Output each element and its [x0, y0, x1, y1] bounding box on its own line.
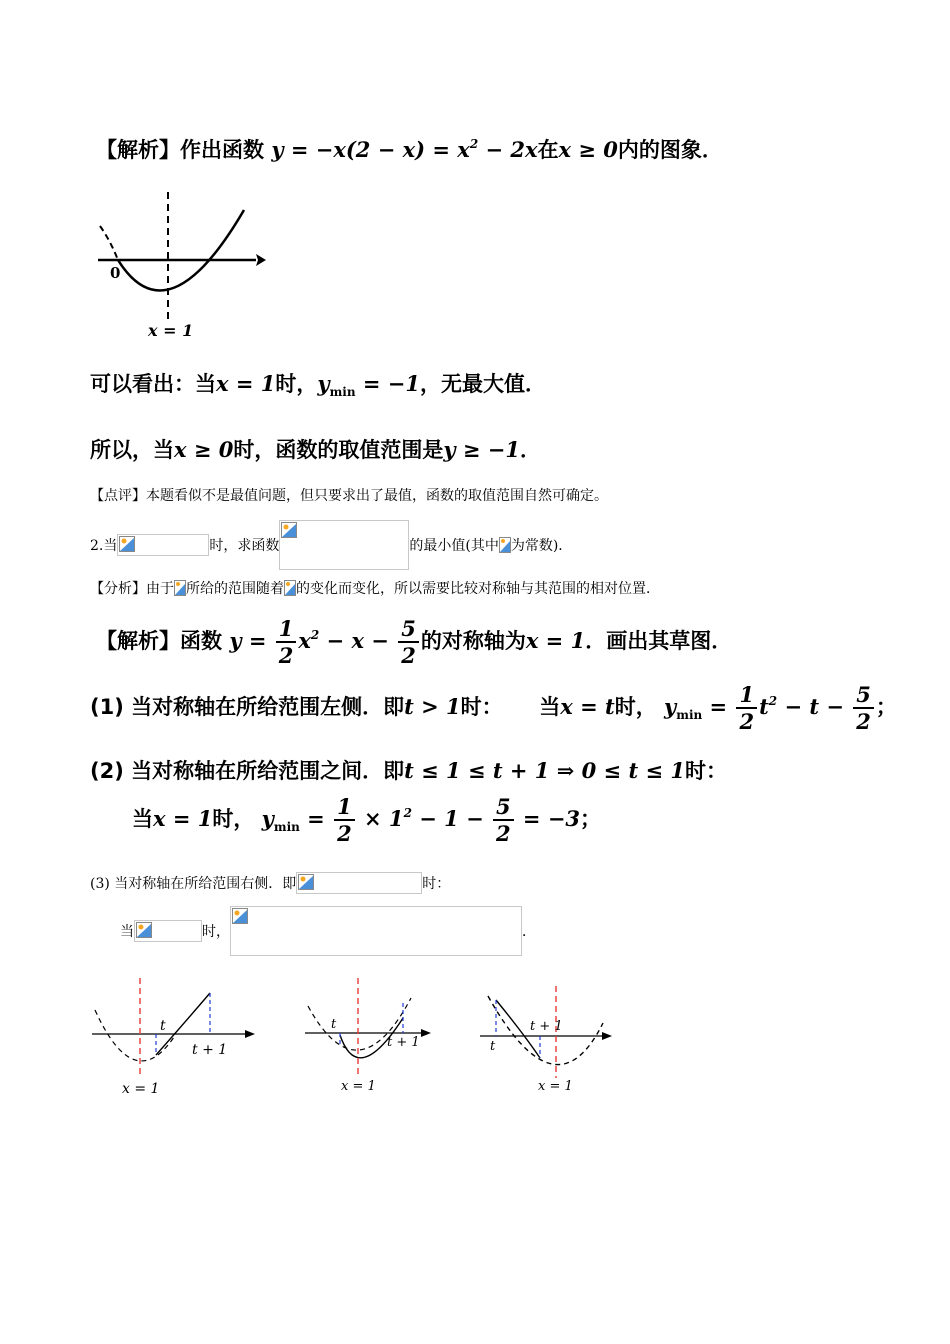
t1-label: t + 1 [192, 1042, 228, 1058]
broken-image-icon [284, 580, 296, 596]
solution2-intro: 【解析】函数 y = $\frac{1}{2}$ $x^2 - x$ − $\frac{5}{2}$ 的对称轴为x = 1．画出其草图． [96, 616, 733, 668]
case2: (2) 当对称轴在所给范围之间．即t ≤ 1 ≤ t + 1 ⇒ 0 ≤ t ≤ 1时： [90, 758, 727, 783]
x-axis-arrow [256, 254, 266, 266]
section1-line3: 所以，当x ≥ 0时，函数的取值范围是y ≥ −1． [90, 437, 541, 462]
t-label: t [160, 1018, 166, 1034]
broken-image-icon [174, 580, 186, 596]
broken-image-icon [499, 537, 511, 553]
t-label: t [490, 1039, 496, 1054]
sketch-left-of-range [90, 978, 260, 1098]
case3: (3) 当对称轴在所给范围右侧．即 时： [90, 872, 450, 894]
case2-result: 当x = 1时， $y_{min}$ = $\frac{1}{2}$ × $1^2 - 1$ − $\frac{5}{2}$ = −3； [132, 794, 602, 846]
t-label: t [331, 1017, 337, 1032]
section1-header: 【解析】作出函数 $y = -x(2 - x) = x^2 - 2x$在x ≥ 0内的图象． [96, 137, 723, 162]
axis-label: x = 1 [148, 321, 194, 340]
broken-image-icon [117, 534, 209, 556]
case1: (1) 当对称轴在所给范围左侧．即t > 1时： 当x = t时， $y_{min}$ = $\frac{1}{2}$ $t^2 - t$ − $\frac{5}{2}$ ； [90, 682, 897, 734]
axis-label: x = 1 [122, 1081, 160, 1097]
case3-result: 当 时， ． [120, 906, 536, 956]
comment: 【点评】本题看似不是最值问题，但只要求出了最值，函数的取值范围自然可确定。 [90, 488, 608, 504]
problem2-question: 2.当 时，求函数 的最小值(其中 为常数)． [90, 520, 572, 570]
broken-image-icon [134, 920, 202, 942]
parabola-graph [96, 190, 266, 340]
broken-image-icon [279, 520, 409, 570]
analysis-tag: 【解析】 [96, 138, 180, 162]
parabola-solid [118, 210, 244, 290]
broken-image-icon [296, 872, 422, 894]
sketch-right-of-range [478, 978, 628, 1098]
problem2-analysis: 【分析】由于 所给的范围随着 的变化而变化，所以需要比较对称轴与其范围的相对位置． [90, 581, 660, 597]
broken-image-icon [230, 906, 522, 956]
t1-label: t + 1 [387, 1035, 420, 1050]
function-expression: $y = -x(2 - x) = x^2 - 2x$ [271, 137, 538, 162]
section1-line2: 可以看出：当x = 1时，$y_{min} = -1$，无最大值． [90, 371, 546, 399]
origin-label: 0 [110, 264, 121, 282]
parabola-dashed [100, 226, 118, 260]
axis-label: x = 1 [538, 1079, 573, 1094]
axis-label: x = 1 [341, 1079, 376, 1094]
sketch-inside-range [303, 978, 443, 1098]
t1-label: t + 1 [530, 1019, 563, 1034]
